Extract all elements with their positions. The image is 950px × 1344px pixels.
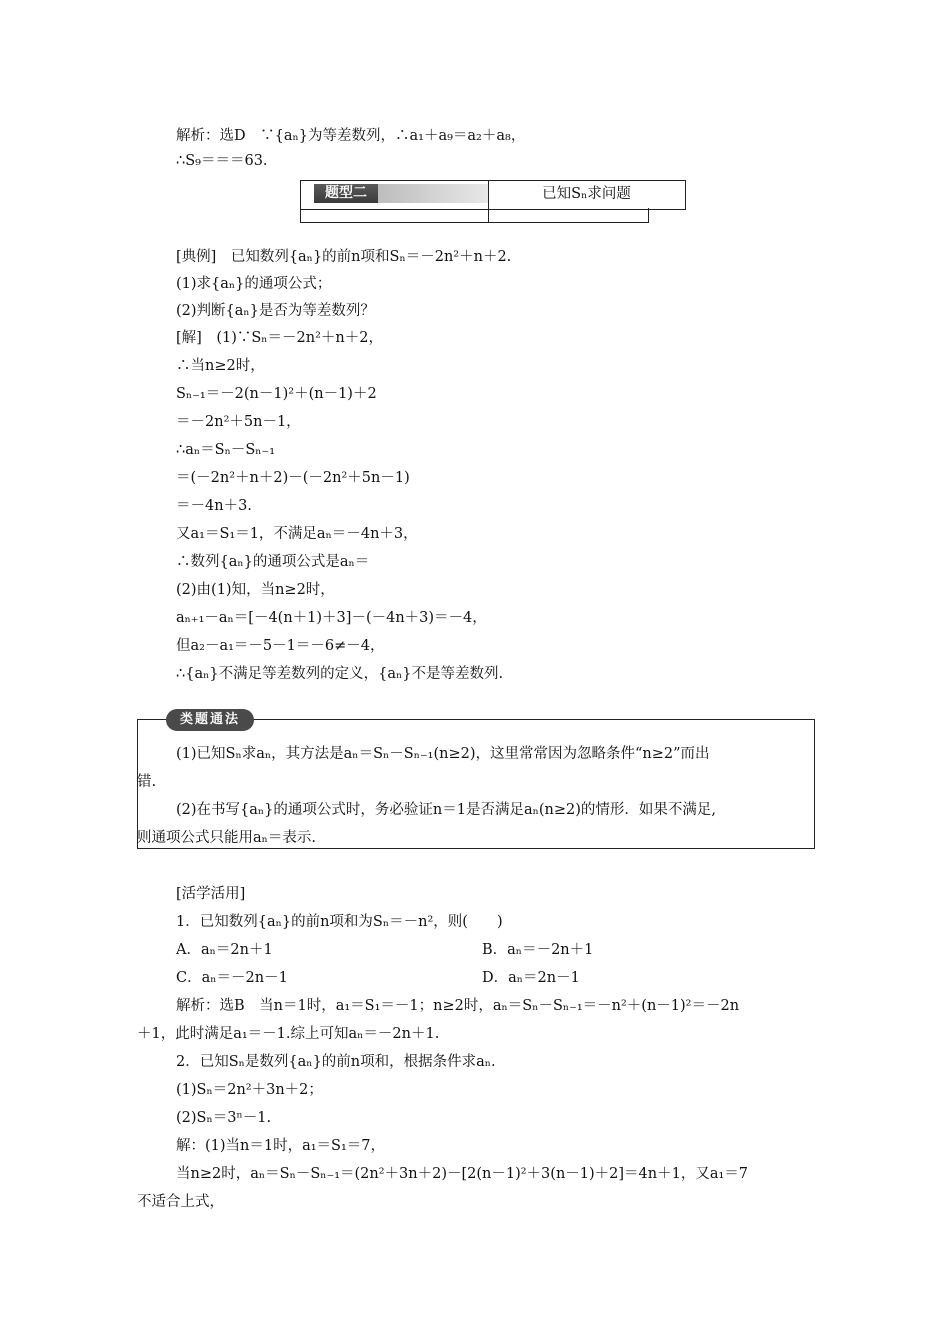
example-line: ＝－4n＋3. [176,498,252,514]
method-line: (2)在书写{aₙ}的通项公式时，务必验证n＝1是否满足aₙ(n≥2)的情形．如果不满足, [176,802,717,818]
example-line: (2)判断{aₙ}是否为等差数列？ [176,303,375,319]
solution-line: 当n≥2时，aₙ＝Sₙ－Sₙ₋₁＝(2n²＋3n＋2)－[2(n－1)²＋3(n－1)＋2]＝4n＋1，又a₁＝7 [176,1166,749,1182]
example-line: (1)求{aₙ}的通项公式； [176,276,332,292]
question-2-sub: (1)Sₙ＝2n²＋3n＋2； [176,1082,323,1098]
answer-1-line: 解析：选B 当n＝1时，a₁＝S₁＝－1；n≥2时，aₙ＝Sₙ－Sₙ₋₁＝－n²＋(n－1)²＝－2n [176,998,740,1014]
example-line: ＝(－2n²＋n＋2)－(－2n²＋5n－1) [176,470,410,486]
example-line: (2)由(1)知，当n≥2时， [176,582,335,598]
section-title: 已知Sₙ求问题 [542,186,631,202]
option-a: A．aₙ＝2n＋1 [176,942,273,958]
example-line: [解] (1)∵Sₙ＝－2n²＋n＋2， [176,330,383,346]
option-d: D．aₙ＝2n－1 [482,970,580,986]
analysis-line-1: 解析：选D ∵{aₙ}为等差数列，∴a₁＋a₉＝a₂＋a₈， [176,128,526,144]
method-line: (1)已知Sₙ求aₙ，其方法是aₙ＝Sₙ－Sₙ₋₁(n≥2)，这里常常因为忽略条件“n≥2”而出 [176,746,710,762]
method-tag: 类题通法 [166,709,254,731]
method-line: 错. [137,774,157,790]
method-line: 则通项公式只能用aₙ＝表示. [137,830,317,846]
question-1: 1．已知数列{aₙ}的前n项和为Sₙ＝－n²，则( ) [176,914,503,930]
example-line: ∴{aₙ}不满足等差数列的定义，{aₙ}不是等差数列. [176,666,504,682]
section-header-shade [378,184,488,203]
example-line: Sₙ₋₁＝－2(n－1)²＋(n－1)＋2 [176,386,377,402]
example-line: ＝－2n²＋5n－1， [176,414,301,430]
example-line: ∴当n≥2时， [176,358,265,374]
question-2: 2．已知Sₙ是数列{aₙ}的前n项和，根据条件求aₙ. [176,1054,496,1070]
example-line: ∴数列{aₙ}的通项公式是aₙ＝ [176,554,370,570]
option-c: C．aₙ＝－2n－1 [176,970,288,986]
practice-heading: [活学活用] [176,886,246,902]
answer-1-line: ＋1，此时满足a₁＝－1.综上可知aₙ＝－2n＋1. [137,1026,440,1042]
example-line: [典例] 已知数列{aₙ}的前n项和Sₙ＝－2n²＋n＋2. [176,249,512,265]
section-header-underframe [300,208,649,223]
solution-line: 解：(1)当n＝1时，a₁＝S₁＝7， [176,1138,386,1154]
analysis-line-2: ∴S₉＝＝＝63. [176,153,268,169]
example-line: 但a₂－a₁＝－5－1＝－6≠－4， [176,638,385,654]
section-tag: 题型二 [314,184,378,203]
question-2-sub: (2)Sₙ＝3ⁿ－1. [176,1110,272,1126]
solution-line: 不适合上式， [137,1194,224,1210]
example-line: ∴aₙ＝Sₙ－Sₙ₋₁ [176,442,276,458]
example-line: 又a₁＝S₁＝1，不满足aₙ＝－4n＋3， [176,526,418,542]
example-line: aₙ₊₁－aₙ＝[－4(n＋1)＋3]－(－4n＋3)＝－4， [176,610,487,626]
option-b: B．aₙ＝－2n＋1 [482,942,594,958]
